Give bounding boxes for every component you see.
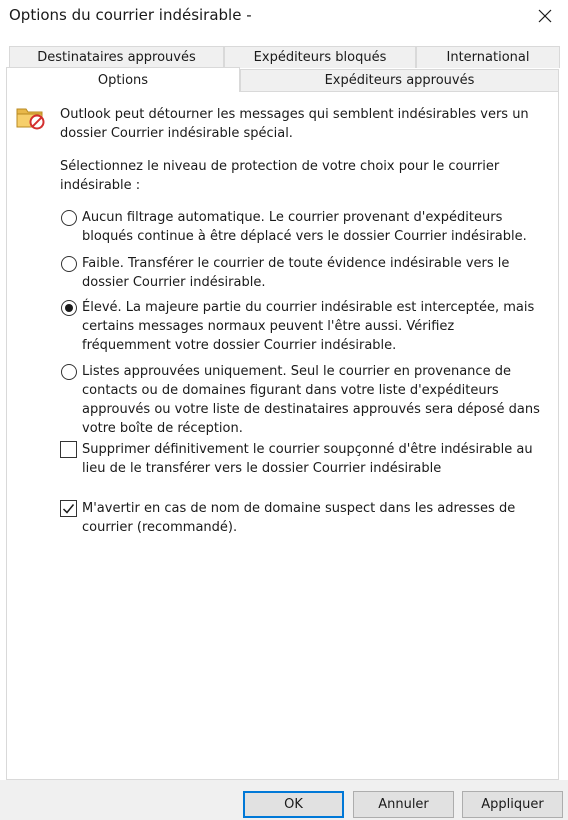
- tab-international[interactable]: International: [416, 46, 560, 68]
- title-bar: [0, 0, 568, 32]
- radio-no-filtering-label: Aucun filtrage automatique. Le courrier provenant d'expéditeurs bloqués continue à être déplacé vers le dossier Courrier indésirable.: [82, 210, 527, 244]
- close-button[interactable]: [522, 0, 568, 32]
- tab-options[interactable]: Options: [6, 67, 240, 92]
- checkbox-warn-suspicious-domain[interactable]: [60, 500, 77, 517]
- protection-level-prompt: Sélectionnez le niveau de protection de votre choix pour le courrier indésirable :: [60, 159, 500, 193]
- radio-low-label: Faible. Transférer le courrier de toute évidence indésirable vers le dossier Courrier indésirable.: [82, 256, 510, 290]
- radio-no-filtering[interactable]: [61, 210, 77, 226]
- tab-expediteurs-bloques[interactable]: Expéditeurs bloqués: [224, 46, 416, 68]
- radio-high-label: Élevé. La majeure partie du courrier indésirable est interceptée, mais certains messages normaux peuvent l'être aussi. Vérifiez fréquemment votre dossier Courrier indésirable.: [82, 300, 535, 353]
- junk-folder-icon: [16, 104, 46, 130]
- tab-destinataires-approuves[interactable]: Destinataires approuvés: [9, 46, 224, 68]
- checkbox-permanently-delete[interactable]: [60, 441, 77, 458]
- tab-expediteurs-approuves[interactable]: Expéditeurs approuvés: [240, 69, 559, 91]
- radio-safe-lists-only-label: Listes approuvées uniquement. Seul le courrier en provenance de contacts ou de domaines figurant dans votre liste d'expéditeurs approuvés ou votre liste de destinataires approuvés sera déposé dans votre boîte de réception.: [82, 364, 540, 436]
- radio-high[interactable]: [61, 300, 77, 316]
- intro-text: Outlook peut détourner les messages qui semblent indésirables vers un dossier Courrier indésirable spécial.: [60, 107, 529, 141]
- radio-low[interactable]: [61, 256, 77, 272]
- checkmark-icon: [62, 502, 75, 515]
- ok-button[interactable]: OK: [243, 791, 344, 818]
- checkbox-permanently-delete-label: Supprimer définitivement le courrier soupçonné d'être indésirable au lieu de le transférer vers le dossier Courrier indésirable: [82, 442, 533, 476]
- checkbox-warn-suspicious-domain-label: M'avertir en cas de nom de domaine suspect dans les adresses de courrier (recommandé).: [82, 501, 516, 535]
- close-icon: [538, 9, 552, 23]
- apply-button[interactable]: Appliquer: [462, 791, 563, 818]
- radio-safe-lists-only[interactable]: [61, 364, 77, 380]
- cancel-button[interactable]: Annuler: [353, 791, 454, 818]
- window-title: Options du courrier indésirable -: [9, 6, 252, 24]
